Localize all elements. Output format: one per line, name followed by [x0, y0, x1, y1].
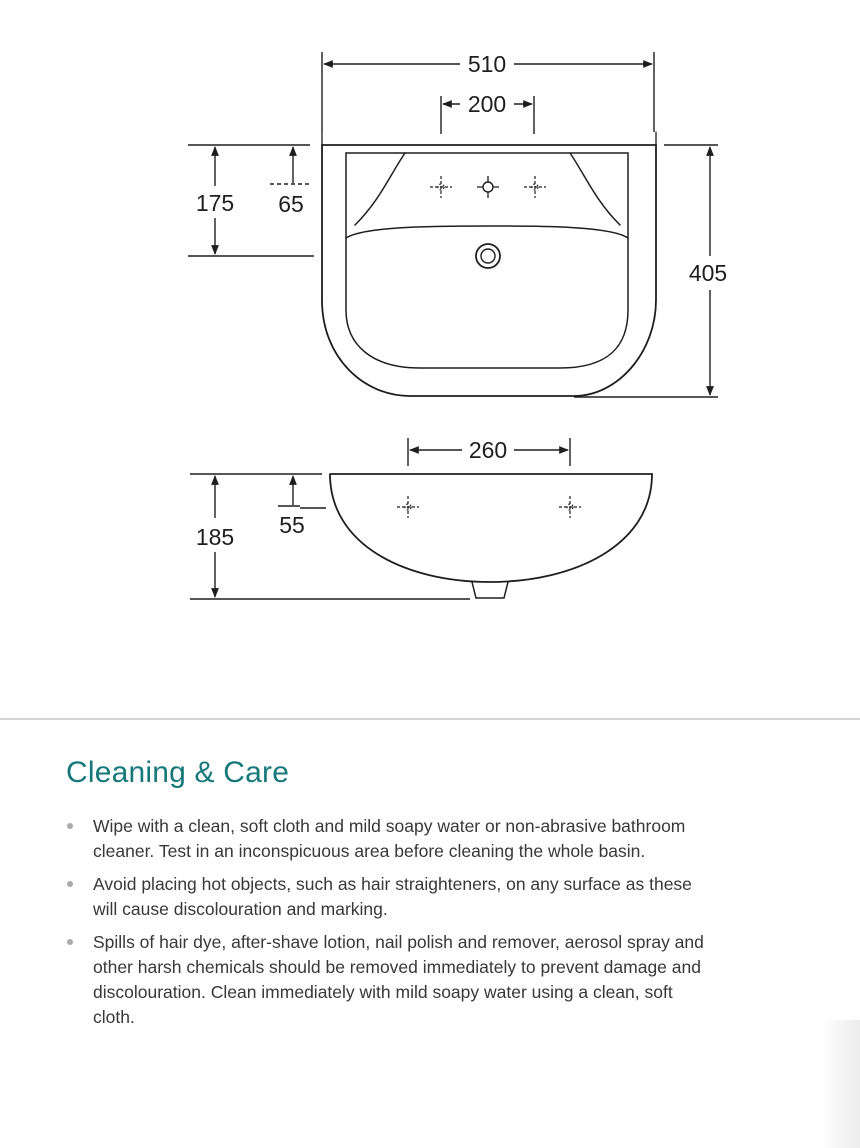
bullet-icon: [67, 823, 73, 829]
bullet-icon: [67, 939, 73, 945]
dim-label-405: 405: [688, 260, 728, 286]
left-deck-wing: [355, 153, 405, 225]
dim-label-65: 65: [278, 191, 304, 217]
dim-offset-55: [278, 476, 326, 508]
tap-hole-left-icon: [430, 176, 452, 198]
dim-label-510: 510: [467, 51, 507, 77]
dim-label-55: 55: [279, 512, 305, 538]
right-deck-wing: [570, 153, 620, 225]
waste-spigot: [472, 582, 508, 598]
section-divider: [0, 718, 860, 720]
tap-deck-line: [346, 226, 628, 238]
care-list-item: [66, 930, 706, 1030]
tap-hole-centre-icon: [477, 176, 499, 198]
waste-outlet-icon: [476, 244, 500, 268]
cleaning-care-heading: Cleaning & Care: [66, 756, 290, 789]
dim-label-185: 185: [195, 524, 235, 550]
basin-front-outline: [330, 474, 652, 582]
edge-shadow: [820, 1020, 860, 1148]
care-item-text: Avoid placing hot objects, such as hair straighteners, on any surface as these will cause discolouration and marking.: [93, 874, 692, 919]
bracket-hole-right-icon: [559, 496, 581, 518]
plan-view: [322, 132, 656, 396]
bracket-hole-left-icon: [397, 496, 419, 518]
cleaning-care-list: [66, 814, 706, 1030]
dim-offset-65: [270, 147, 310, 184]
front-elevation: [330, 474, 652, 598]
tap-holes: [430, 176, 546, 198]
dim-label-200: 200: [467, 91, 507, 117]
cleaning-care-section: [66, 756, 706, 1038]
care-item-text: Wipe with a clean, soft cloth and mild soapy water or non-abrasive bathroom cleaner. Test in an inconspicuous area before cleaning the whole basin.: [93, 816, 686, 861]
care-list-item: [66, 814, 706, 864]
dim-label-260: 260: [468, 437, 508, 463]
bullet-icon: [67, 881, 73, 887]
care-item-text: Spills of hair dye, after-shave lotion, nail polish and remover, aerosol spray and other harsh chemicals should be removed immediately to prevent damage and discolouration. Clean immediately with mild soapy water using a clean, soft cloth.: [93, 932, 704, 1027]
care-list-item: [66, 872, 706, 922]
dim-label-175: 175: [195, 190, 235, 216]
tap-hole-right-icon: [524, 176, 546, 198]
